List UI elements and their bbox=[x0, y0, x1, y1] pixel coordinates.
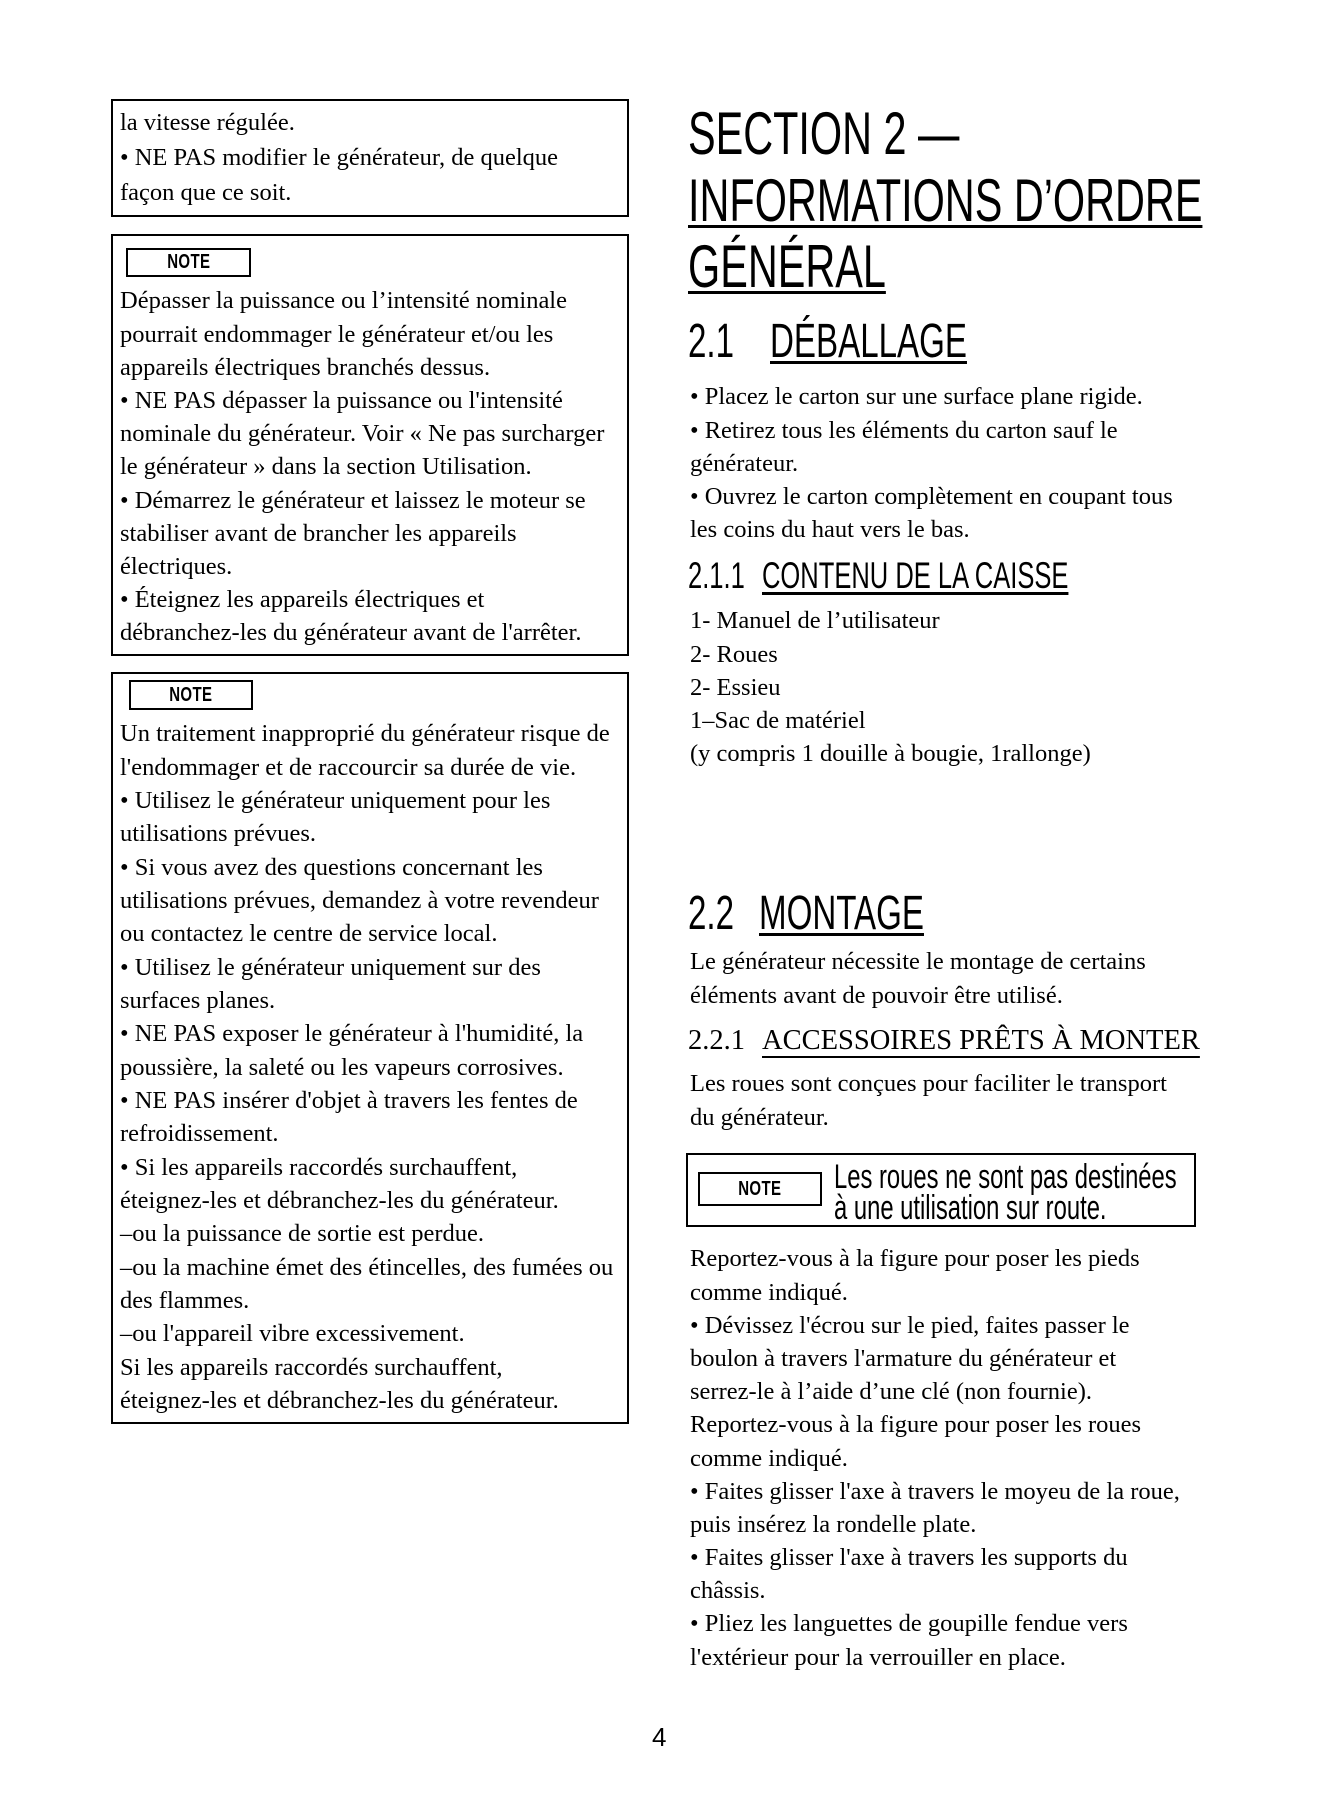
body-text-line: • Dévissez l'écrou sur le pied, faites passer le bbox=[690, 1311, 1130, 1339]
body-text-line: –ou la puissance de sortie est perdue. bbox=[120, 1220, 484, 1248]
body-text-line: • Ouvrez le carton complètement en coupant tous bbox=[690, 482, 1173, 510]
heading-2-2-number: 2.2 bbox=[688, 886, 735, 940]
page-number: 4 bbox=[652, 1722, 667, 1752]
body-text-line: façon que ce soit. bbox=[120, 178, 292, 206]
section-title-line-1: SECTION 2 — bbox=[688, 99, 960, 167]
section-2-2-1-text bbox=[690, 1067, 1167, 1133]
body-text-line: ou contactez le centre de service local. bbox=[120, 920, 498, 948]
body-text-line: châssis. bbox=[690, 1577, 766, 1605]
note-text-line: Les roues ne sont pas destinées bbox=[834, 1157, 1177, 1196]
body-text-line: • Faites glisser l'axe à travers les supports du bbox=[690, 1544, 1128, 1572]
heading-2-1-1-number: 2.1.1 bbox=[688, 554, 745, 596]
body-text-line: pourrait endommager le générateur et/ou les bbox=[120, 320, 554, 348]
body-text-line: appareils électriques branchés dessus. bbox=[120, 353, 491, 381]
body-text-line: le générateur » dans la section Utilisation. bbox=[120, 453, 532, 481]
list-item: 1–Sac de matériel bbox=[690, 706, 866, 734]
body-text-line: • NE PAS exposer le générateur à l'humidité, la bbox=[120, 1020, 584, 1048]
body-text-line: éléments avant de pouvoir être utilisé. bbox=[690, 981, 1063, 1009]
heading-2-1-title: DÉBALLAGE bbox=[770, 314, 967, 368]
body-text-line: utilisations prévues. bbox=[120, 820, 316, 848]
note-box-text bbox=[120, 284, 604, 649]
body-text-line: du générateur. bbox=[690, 1103, 829, 1131]
note-label bbox=[126, 248, 251, 277]
note-label bbox=[129, 680, 253, 710]
note-label-text: NOTE bbox=[169, 683, 213, 706]
note-box-rating bbox=[111, 234, 629, 656]
body-text-line: • NE PAS insérer d'objet à travers les fentes de bbox=[120, 1086, 578, 1114]
body-text-line: • Démarrez le générateur et laissez le moteur se bbox=[120, 486, 586, 514]
body-text-line: électriques. bbox=[120, 552, 233, 580]
body-text-line: Un traitement inapproprié du générateur risque de bbox=[120, 720, 610, 748]
body-text-line: surfaces planes. bbox=[120, 986, 276, 1014]
section-title-line-3: GÉNÉRAL bbox=[688, 232, 886, 300]
body-text-line: refroidissement. bbox=[120, 1120, 279, 1148]
note-label-text: NOTE bbox=[738, 1177, 782, 1200]
body-text-line: Les roues sont conçues pour faciliter le transport bbox=[690, 1070, 1167, 1098]
heading-2-1-1-title: CONTENU DE LA CAISSE bbox=[762, 554, 1069, 596]
body-text-line: • NE PAS dépasser la puissance ou l'intensité bbox=[120, 386, 563, 414]
body-text-line: Dépasser la puissance ou l’intensité nominale bbox=[120, 287, 567, 315]
body-text-line: • Retirez tous les éléments du carton sauf le bbox=[690, 416, 1118, 444]
body-text-line: éteignez-les et débranchez-les du générateur. bbox=[120, 1186, 559, 1214]
heading-2-1-number: 2.1 bbox=[688, 314, 735, 368]
note-box-text bbox=[120, 717, 613, 1417]
note-label bbox=[698, 1172, 822, 1206]
body-text-line: comme indiqué. bbox=[690, 1444, 848, 1472]
body-text-line: nominale du générateur. Voir « Ne pas surcharger bbox=[120, 420, 605, 448]
list-item: 2- Essieu bbox=[690, 673, 781, 701]
body-text-line: Si les appareils raccordés surchauffent, bbox=[120, 1353, 503, 1381]
warning-box-text bbox=[120, 105, 558, 210]
body-text-line: • NE PAS modifier le générateur, de quelque bbox=[120, 143, 559, 171]
section-title-line-2: INFORMATIONS D’ORDRE bbox=[688, 166, 1203, 234]
heading-2-2-title: MONTAGE bbox=[759, 886, 924, 940]
body-text-line: des flammes. bbox=[120, 1286, 250, 1314]
list-item: (y compris 1 douille à bougie, 1rallonge) bbox=[690, 740, 1091, 768]
note-label-text: NOTE bbox=[166, 251, 211, 273]
body-text-line: • Éteignez les appareils électriques et bbox=[120, 586, 485, 614]
body-text-line: l'extérieur pour la verrouiller en place. bbox=[690, 1643, 1066, 1671]
note-box-wheels bbox=[686, 1153, 1196, 1227]
body-text-line: Le générateur nécessite le montage de certains bbox=[690, 948, 1146, 976]
body-text-line: • Utilisez le générateur uniquement sur des bbox=[120, 953, 541, 981]
body-text-line: serrez-le à l’aide d’une clé (non fournie). bbox=[690, 1378, 1092, 1406]
body-text-line: • Faites glisser l'axe à travers le moyeu de la roue, bbox=[690, 1477, 1180, 1505]
heading-2-2-1-title: ACCESSOIRES PRÊTS À MONTER bbox=[762, 1025, 1200, 1057]
body-text-line: l'endommager et de raccourcir sa durée de vie. bbox=[120, 753, 577, 781]
list-item: 1- Manuel de l’utilisateur bbox=[690, 607, 940, 635]
body-text-line: • Pliez les languettes de goupille fendue vers bbox=[690, 1610, 1128, 1638]
body-text-line: utilisations prévues, demandez à votre revendeur bbox=[120, 886, 599, 914]
assembly-instructions-text bbox=[690, 1242, 1180, 1673]
body-text-line: • Utilisez le générateur uniquement pour les bbox=[120, 786, 551, 814]
note-text-line: à une utilisation sur route. bbox=[834, 1188, 1107, 1227]
body-text-line: –ou la machine émet des étincelles, des fumées ou bbox=[120, 1253, 614, 1281]
body-text-line: Reportez-vous à la figure pour poser les pieds bbox=[690, 1245, 1140, 1273]
body-text-line: éteignez-les et débranchez-les du générateur. bbox=[120, 1386, 559, 1414]
body-text-line: • Si vous avez des questions concernant les bbox=[120, 853, 543, 881]
body-text-line: générateur. bbox=[690, 449, 799, 477]
body-text-line: débranchez-les du générateur avant de l'arrêter. bbox=[120, 619, 582, 647]
body-text-line: la vitesse régulée. bbox=[120, 108, 295, 136]
section-2-1-1-text bbox=[690, 604, 1091, 770]
section-2-2-text bbox=[690, 945, 1146, 1011]
body-text-line: stabiliser avant de brancher les appareils bbox=[120, 519, 517, 547]
heading-2-2-1-number: 2.2.1 bbox=[688, 1025, 745, 1057]
body-text-line: • Si les appareils raccordés surchauffent, bbox=[120, 1153, 518, 1181]
warning-box-continued bbox=[111, 99, 629, 217]
body-text-line: les coins du haut vers le bas. bbox=[690, 516, 970, 544]
body-text-line: poussière, la saleté ou les vapeurs corrosives. bbox=[120, 1053, 564, 1081]
list-item: 2- Roues bbox=[690, 640, 778, 668]
body-text-line: Reportez-vous à la figure pour poser les roues bbox=[690, 1411, 1142, 1439]
body-text-line: • Placez le carton sur une surface plane rigide. bbox=[690, 383, 1143, 411]
note-box-handling bbox=[111, 672, 629, 1424]
body-text-line: comme indiqué. bbox=[690, 1278, 848, 1306]
section-2-1-text bbox=[690, 380, 1173, 546]
note-box-text bbox=[834, 1157, 1177, 1227]
body-text-line: puis insérez la rondelle plate. bbox=[690, 1510, 977, 1538]
body-text-line: boulon à travers l'armature du générateur et bbox=[690, 1344, 1117, 1372]
body-text-line: –ou l'appareil vibre excessivement. bbox=[120, 1320, 465, 1348]
